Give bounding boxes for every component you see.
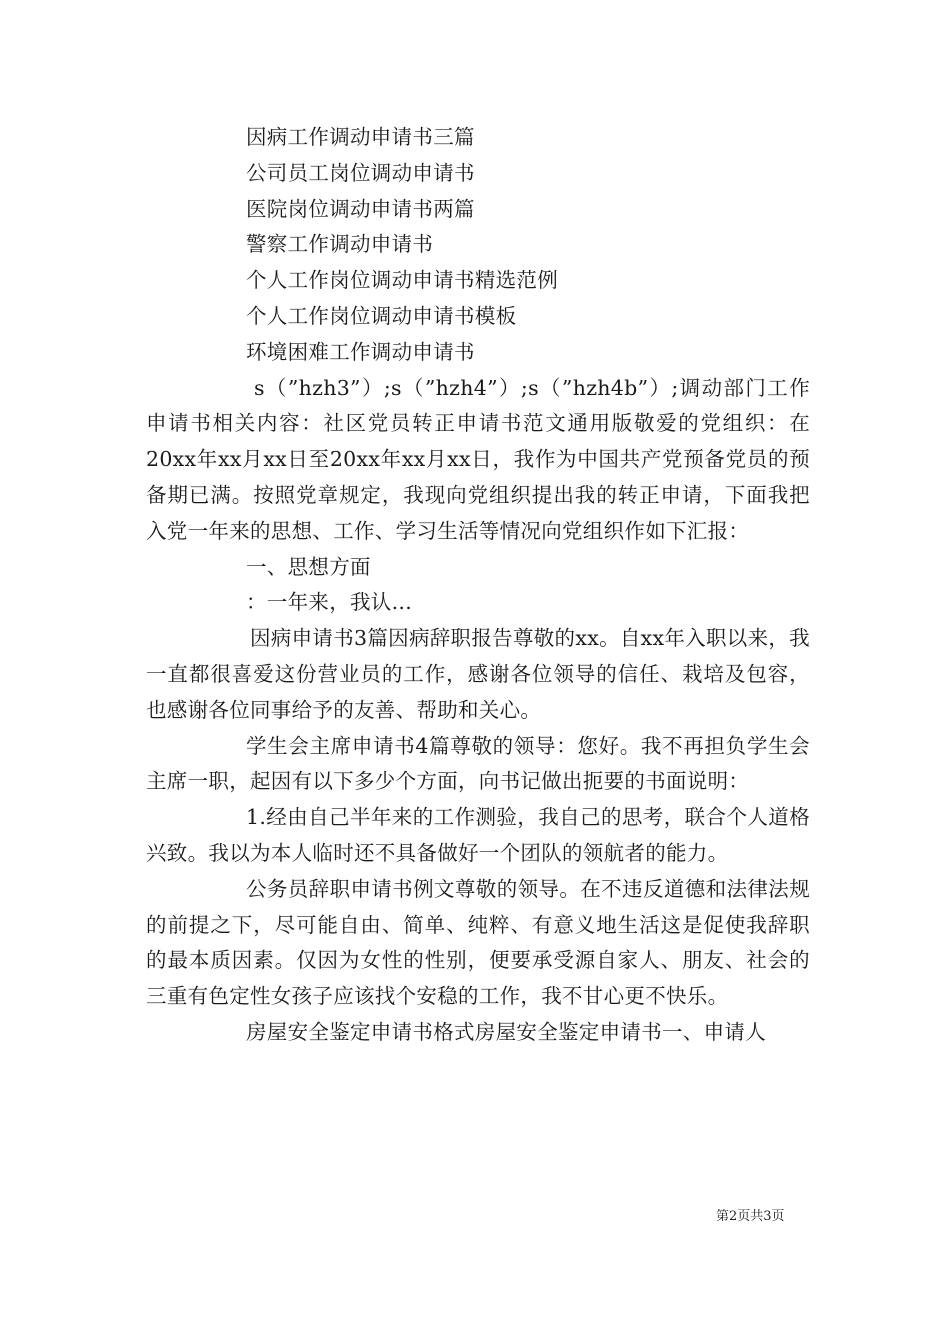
paragraph-house-safety: 房屋安全鉴定申请书格式房屋安全鉴定申请书一、申请人 bbox=[246, 1019, 766, 1044]
list-item: 环境困难工作调动申请书 bbox=[246, 339, 475, 364]
list-item: 个人工作岗位调动申请书精选范例 bbox=[246, 268, 558, 293]
list-item: 公司员工岗位调动申请书 bbox=[246, 160, 475, 185]
section-heading-thought: 一、思想方面 bbox=[246, 554, 371, 579]
paragraph-student-union: 学生会主席申请书4篇尊敬的领导：您好。我不再担负学生会主席一职，起因有以下多少个方面，向书记做出扼要的书面说明： bbox=[146, 733, 810, 794]
page-number: 第2页共3页 bbox=[716, 1209, 785, 1224]
paragraph-civil-servant-resignation: 公务员辞职申请书例文尊敬的领导。在不违反道德和法律法规的前提之下，尽可能自由、简单、纯粹、有意义地生活这是促使我辞职的最本质因素。仅因为女性的性别，便要承受源自家人、朋友、社会的三重有色定性女孩子应该找个安稳的工作，我不甘心更不快乐。 bbox=[146, 876, 810, 1009]
document-body bbox=[146, 120, 810, 1051]
paragraph-reason-one: 1.经由自己半年来的工作测验，我自己的思考，联合个人道格兴致。我以为本人临时还不具备做好一个团队的领航者的能力。 bbox=[146, 805, 810, 865]
paragraph-sick-leave: 因病申请书3篇因病辞职报告尊敬的xx。自xx年入职以来，我一直都很喜爱这份营业员的工作，感谢各位领导的信任、栽培及包容，也感谢各位同事给予的友善、帮助和关心。 bbox=[146, 626, 810, 722]
list-item: 医院岗位调动申请书两篇 bbox=[246, 196, 475, 221]
paragraph-transfer-application: s（”hzh3”）;s（”hzh4”）;s（”hzh4b”）;调动部门工作申请书相关内容：社区党员转正申请书范文通用版敬爱的党组织：在20xx年xx月xx日至20xx年xx月xx日，我作为中国共产党预备党员的预备期已满。按照党章规定，我现向党组织提出我的转正申请，下面我把入党一年来的思想、工作、学习生活等情况向党组织作如下汇报： bbox=[146, 375, 810, 543]
list-item: 因病工作调动申请书三篇 bbox=[246, 125, 475, 149]
list-item: 警察工作调动申请书 bbox=[246, 232, 434, 257]
paragraph-fragment: ：一年来，我认... bbox=[246, 590, 413, 615]
list-item: 个人工作岗位调动申请书模板 bbox=[246, 303, 517, 328]
